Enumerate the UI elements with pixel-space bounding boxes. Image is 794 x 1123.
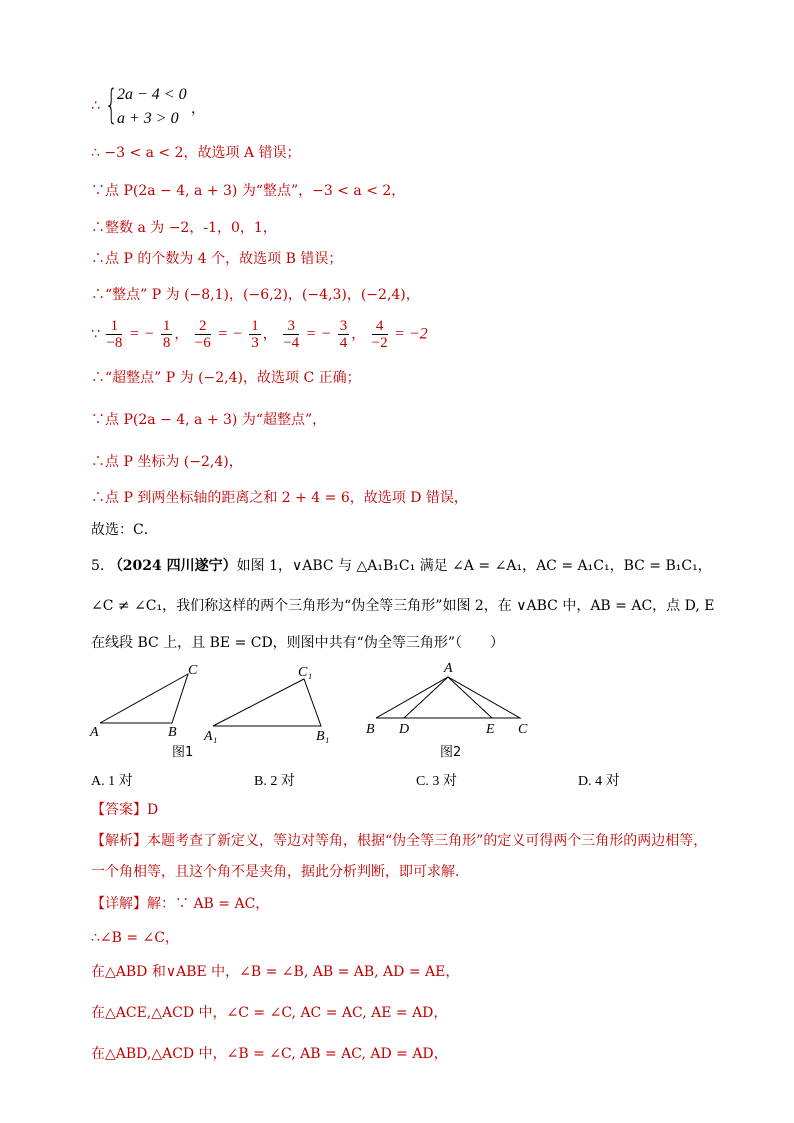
analysis-line-1: 【解析】本题考查了新定义，等边对等角，根据“伪全等三角形”的定义可得两个三角形的两边相等， xyxy=(91,833,708,849)
fig1-caption: 图1 xyxy=(172,745,194,760)
detail-line-5: 在△ABD,△ACD 中，∠B = ∠C, AB = AC, AD = AD， xyxy=(91,1046,448,1062)
solution-line-9: ∵点 P(2a − 4, a + 3) 为“超整点”， xyxy=(91,412,327,428)
figure-2-triangle xyxy=(376,677,520,718)
label-fig2-D: D xyxy=(399,722,410,737)
solution-line-4: ∴整数 a 为 −2，-1，0，1， xyxy=(91,220,277,236)
solution-line-8: ∴“超整点” P 为 (−2,4)，故选项 C 正确； xyxy=(91,370,361,386)
option-d[interactable]: D. 4 对 xyxy=(578,774,620,789)
option-a[interactable]: A. 1 对 xyxy=(91,774,133,789)
solution-line-3: ∵点 P(2a − 4, a + 3) 为“整点”，−3 < a < 2， xyxy=(91,183,406,199)
label-A1: A₁ xyxy=(204,729,218,744)
analysis-line-2: 一个角相等，且这个角不是夹角，据此分析判断，即可求解． xyxy=(91,864,469,880)
detail-line-3: 在△ABD 和∨ABE 中，∠B = ∠B, AB = AB, AD = AE， xyxy=(91,964,460,980)
detail-line-2: ∴∠B = ∠C， xyxy=(91,930,179,946)
label-B: B xyxy=(168,725,177,740)
because-symbol: ∵ xyxy=(91,326,100,343)
label-fig2-B: B xyxy=(366,722,375,737)
label-fig2-A: A xyxy=(444,661,453,676)
fraction-1-rhs: $\frac{1}{8}$ xyxy=(162,318,171,351)
fractions-line: ∵ $\frac{1}{-8}$ = − $\frac{1}{8}$ ， $\frac{2}{-6}$ = − $\frac{1}{3}$ ， $\frac{3}{-4}$ = − $\frac{3}{4}$ ， $\frac{4}{-2}$ = −2 xyxy=(91,318,428,351)
answer-label: 【答案】D xyxy=(91,802,159,818)
label-fig2-C: C xyxy=(518,722,528,737)
fraction-2-rhs: $\frac{1}{3}$ xyxy=(251,318,259,351)
figure-1-triangle-a1b1c1 xyxy=(213,679,321,726)
solution-line-10: ∴点 P 坐标为 (−2,4)， xyxy=(91,454,243,470)
triangle-figures xyxy=(88,660,548,770)
problem-source: （2024 四川遂宁） xyxy=(108,558,237,574)
comma: ， xyxy=(191,101,205,117)
fraction-2: $\frac{2}{-6}$ xyxy=(194,318,211,351)
option-c[interactable]: C. 3 对 xyxy=(416,774,457,789)
left-brace: { xyxy=(105,82,118,128)
label-A: A xyxy=(90,725,99,740)
problem-number: 5. xyxy=(91,558,105,574)
label-B1: B₁ xyxy=(316,729,330,744)
solution-line-11: ∴点 P 到两坐标轴的距离之和 2 + 4 = 6，故选项 D 错误， xyxy=(91,490,468,506)
therefore-symbol: ∴ xyxy=(91,98,100,114)
problem-5-line-1 xyxy=(91,556,712,576)
inequality-system xyxy=(91,82,221,130)
figure-1-triangle-abc xyxy=(100,674,188,723)
detail-line-1: 【详解】解：∵ AB = AC， xyxy=(91,896,270,912)
inequality-row-2: a + 3 > 0 xyxy=(117,110,179,127)
inequality-row-1: 2a − 4 < 0 xyxy=(117,86,187,103)
label-C: C xyxy=(188,663,198,678)
label-C1: C₁ xyxy=(298,665,313,680)
label-fig2-E: E xyxy=(486,722,495,737)
solution-conclusion: 故选：C． xyxy=(91,522,158,538)
fraction-3-rhs: $\frac{3}{4}$ xyxy=(339,318,348,351)
fig2-caption: 图2 xyxy=(440,745,462,760)
option-b[interactable]: B. 2 对 xyxy=(254,774,295,789)
problem-text-1: 如图 1，∨ABC 与 △A₁B₁C₁ 满足 ∠A = ∠A₁，AC = A₁C₁，BC = B₁C₁， xyxy=(236,558,712,574)
fraction-4: $\frac{4}{-2}$ xyxy=(371,318,388,351)
fraction-3: $\frac{3}{-4}$ xyxy=(283,318,300,351)
solution-line-5: ∴点 P 的个数为 4 个，故选项 B 错误； xyxy=(91,251,343,267)
solution-line-2: ∴ −3 < a < 2，故选项 A 错误； xyxy=(91,145,301,161)
problem-5-line-2: ∠C ≠ ∠C₁，我们称这样的两个三角形为“伪全等三角形”如图 2，在 ∨ABC 中，AB = AC，点 D, E xyxy=(91,598,715,614)
problem-5-line-3: 在线段 BC 上，且 BE = CD，则图中共有“伪全等三角形”（ ） xyxy=(91,635,504,651)
solution-line-6: ∴“整点” P 为 (−8,1)，(−6,2)，(−4,3)，(−2,4)， xyxy=(91,287,420,303)
detail-line-4: 在△ACE,△ACD 中，∠C = ∠C, AC = AC, AE = AD， xyxy=(91,1005,448,1021)
fraction-1: $\frac{1}{-8}$ xyxy=(106,318,123,351)
